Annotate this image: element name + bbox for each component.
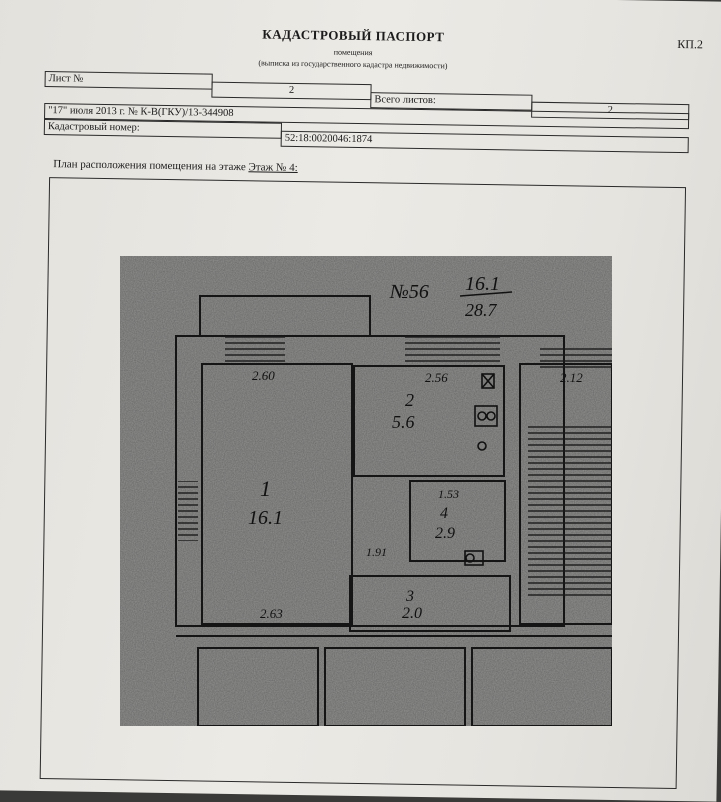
room-4-area: 2.9 [435, 525, 455, 542]
dim-label: 2.60 [252, 368, 275, 383]
plan-floor: Этаж № 4: [248, 161, 298, 175]
sheet-label: Лист № [45, 71, 213, 90]
document-subtitle: помещения [333, 47, 373, 58]
plan-caption-text: План расположения помещения на этаже [53, 158, 246, 174]
date-reference: "17" июля 2013 г. № К-В(ГКУ)/13-344908 [44, 103, 689, 129]
document-subtitle-extract: (выписка из государственного кадастра недвижимости) [258, 58, 448, 71]
sheet-total: 2 [531, 102, 689, 120]
document-title: КАДАСТРОВЫЙ ПАСПОРТ [262, 26, 445, 45]
plan-apartment-number: №56 [390, 281, 429, 303]
dim-label: 2.12 [560, 370, 583, 385]
plan-total-area: 16.1 [465, 273, 500, 295]
room-4-number: 4 [440, 505, 448, 522]
room-1-number: 1 [260, 476, 271, 501]
dim-label: 2.56 [425, 370, 448, 385]
dim-label: 1.53 [438, 487, 459, 501]
sheet-total-label: Всего листов: [370, 92, 532, 111]
cadastral-number: 52:18:0020046:1874 [281, 131, 689, 153]
floor-plan-image [120, 256, 612, 726]
room-3-area: 2.0 [402, 605, 422, 622]
dim-label: 1.91 [366, 545, 387, 559]
sheet-number: 2 [211, 82, 371, 101]
document-code: КП.2 [677, 36, 704, 52]
room-1-area: 16.1 [248, 507, 283, 529]
plan-living-area: 28.7 [465, 300, 497, 320]
plan-caption [53, 158, 298, 174]
dim-label: 2.63 [260, 606, 283, 621]
room-3-number: 3 [406, 588, 414, 605]
room-2-number: 2 [405, 390, 414, 410]
cadastral-label: Кадастровый номер: [44, 119, 282, 139]
room-2-area: 5.6 [392, 412, 415, 432]
